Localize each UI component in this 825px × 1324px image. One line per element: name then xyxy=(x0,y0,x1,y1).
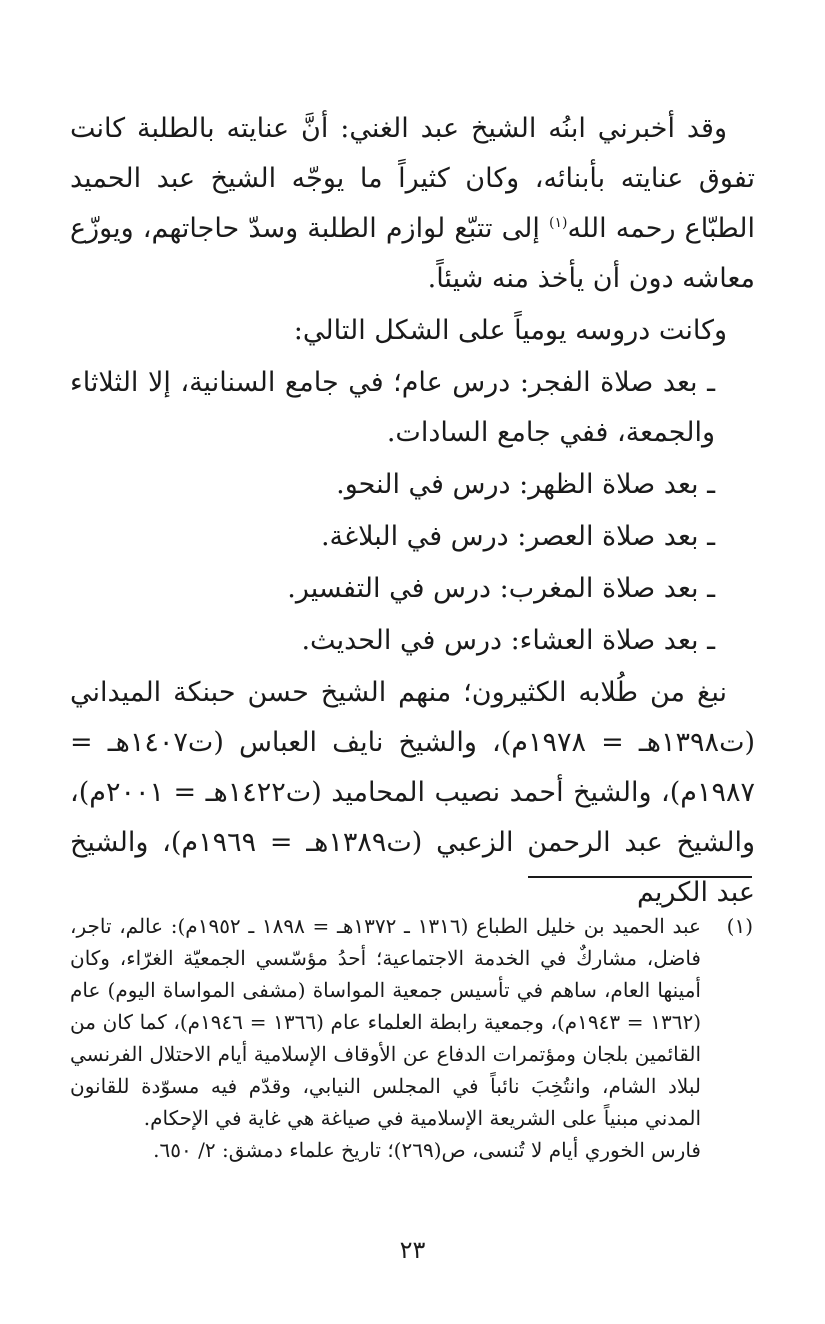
paragraph-intro-text: وقد أخبرني ابنُه الشيخ عبد الغني: أنَّ عنايته بالطلبة كانت تفوق عنايته بأبنائه، وكان كثيراً ما يوجّه الشيخ عبد الحميد الطبّاع رحمه الله xyxy=(70,113,755,244)
footnote-text: عبد الحميد بن خليل الطباع (١٣١٦ ـ ١٣٧٢هـ = ١٨٩٨ ـ ١٩٥٢م): عالم، تاجر، فاضل، مشاركٌ في الخدمة الاجتماعية؛ أحدُ مؤسّسي الجمعيّة الغرّاء، وكان أمينها العام، ساهم في تأسيس جمعية المواساة (مشفى المواساة اليوم) عام (١٣٦٢ = ١٩٤٣م)، وجمعية رابطة العلماء عام (١٣٦٦ = ١٩٤٦م)، كما كان من القائمين بلجان ومؤتمرات الدفاع عن الأوقاف الإسلامية أيام الاحتلال الفرنسي لبلاد الشام، وانتُخِبَ نائباً في المجلس النيابي، وقدّم فيه مسوّدة للقانون المدني مبنياً على الشريعة الإسلامية في صياغة هي غاية في الإحكام. xyxy=(70,914,701,1130)
footnote-reference: (١) xyxy=(549,215,568,231)
paragraph-intro xyxy=(70,104,755,304)
footnote-separator xyxy=(528,876,752,878)
footnotes xyxy=(70,910,753,1166)
schedule-item: ـ بعد صلاة العشاء: درس في الحديث. xyxy=(301,625,715,656)
paragraph-students: نبغ من طُلابه الكثيرون؛ منهم الشيخ حسن حبنكة الميداني (ت١٣٩٨هـ = ١٩٧٨م)، والشيخ نايف العباس (ت١٤٠٧هـ = ١٩٨٧م)، والشيخ أحمد نصيب المحاميد (ت١٤٢٢هـ = ٢٠٠١م)، والشيخ عبد الرحمن الزعبي (ت١٣٨٩هـ = ١٩٦٩م)، والشيخ عبد الكريم xyxy=(70,677,756,908)
paragraph-schedule-intro: وكانت دروسه يومياً على الشكل التالي: xyxy=(293,315,727,346)
schedule-item: ـ بعد صلاة الفجر: درس عام؛ في جامع السنانية، إلا الثلاثاء والجمعة، ففي جامع السادات. xyxy=(70,367,715,448)
schedule-item: ـ بعد صلاة العصر: درس في البلاغة. xyxy=(320,521,715,552)
paragraph-intro-tail: إلى تتبّع لوازم الطلبة وسدّ حاجاتهم، ويوزّع معاشه دون أن يأخذ منه شيئاً. xyxy=(70,213,755,294)
page-number: ٢٣ xyxy=(399,1236,426,1264)
footnote-mark: (١) xyxy=(726,914,753,938)
footnote-item xyxy=(70,910,753,1134)
schedule-item: ـ بعد صلاة المغرب: درس في التفسير. xyxy=(287,573,715,604)
main-text xyxy=(70,104,755,918)
footnote-source: فارس الخوري أيام لا تُنسى، ص(٢٦٩)؛ تاريخ علماء دمشق: ٢/ ٦٥٠. xyxy=(153,1138,701,1162)
schedule-item: ـ بعد صلاة الظهر: درس في النحو. xyxy=(336,469,715,500)
